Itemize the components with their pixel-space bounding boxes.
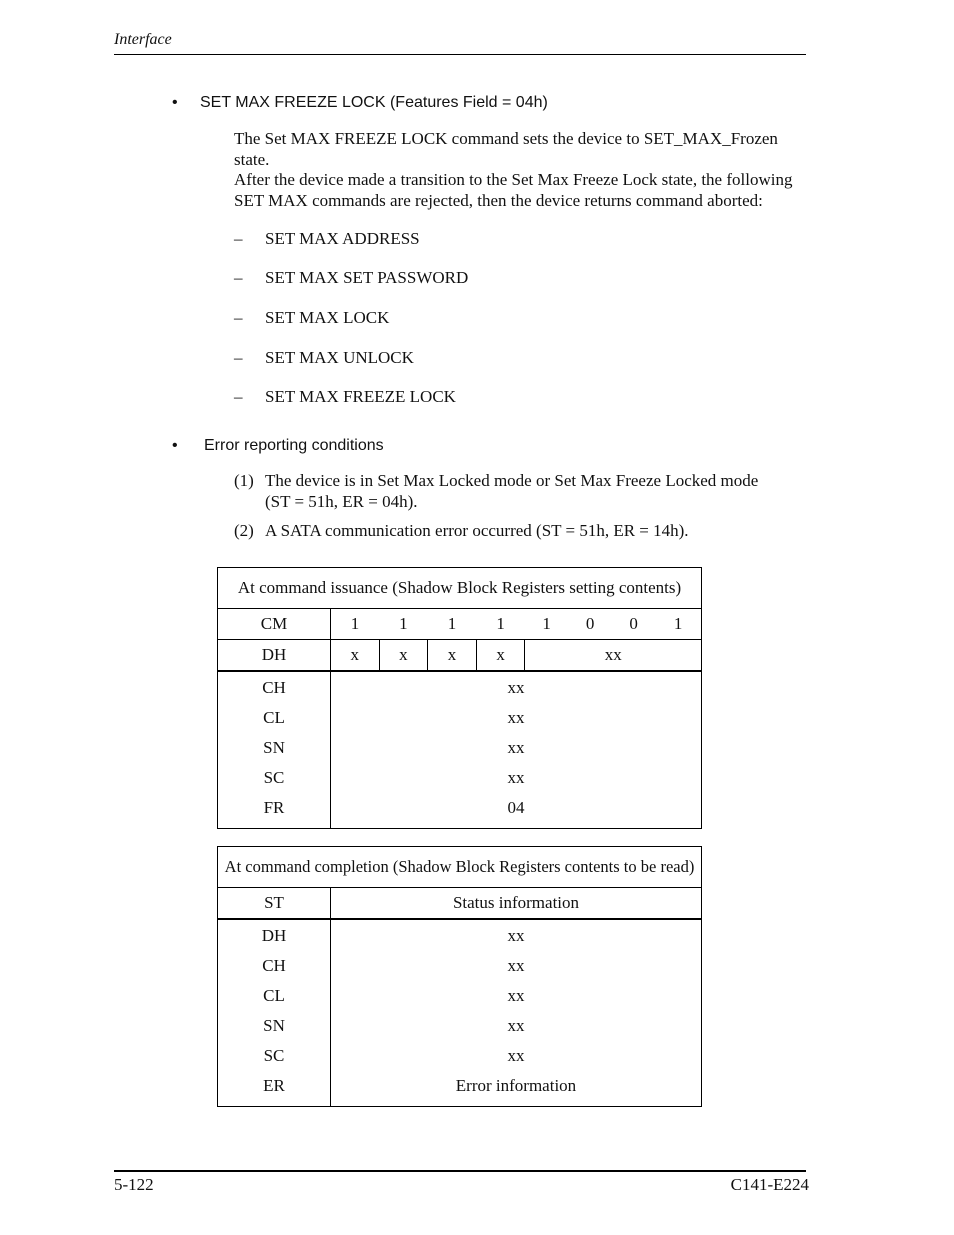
cm-bit: 1 <box>379 609 428 640</box>
heading-text: SET MAX FREEZE LOCK (Features Field = 04h) <box>200 94 548 111</box>
status-value: Status information <box>331 888 702 920</box>
dh-rest: xx <box>525 640 702 672</box>
table-caption: At command issuance (Shadow Block Registers setting contents) <box>218 568 702 609</box>
cm-bit: 1 <box>525 609 568 640</box>
dash-icon: – <box>234 308 243 327</box>
list-item: – SET MAX FREEZE LOCK <box>234 387 456 406</box>
page-number: 5-122 <box>114 1175 154 1194</box>
cm-bit: 0 <box>568 609 611 640</box>
list-item: – SET MAX UNLOCK <box>234 348 414 367</box>
dh-bit: x <box>476 640 525 672</box>
list-item: – SET MAX ADDRESS <box>234 229 420 248</box>
cm-bit: 1 <box>655 609 701 640</box>
table-caption: At command completion (Shadow Block Registers contents to be read) <box>218 847 702 888</box>
register-label-st: ST <box>218 888 331 920</box>
running-header: Interface <box>114 31 172 48</box>
section-heading-set-max-freeze-lock <box>172 94 548 112</box>
cm-bit: 0 <box>612 609 655 640</box>
bullet-icon: • <box>172 94 178 111</box>
bullet-icon: • <box>172 437 178 454</box>
footer-rule <box>114 1170 806 1172</box>
register-label-cm: CM <box>218 609 331 640</box>
cm-bit: 1 <box>476 609 525 640</box>
list-item: – SET MAX LOCK <box>234 308 390 327</box>
register-values: xx xx xx xx 04 <box>331 671 702 829</box>
description-paragraph: The Set MAX FREEZE LOCK command sets the device to SET_MAX_Frozen state. After the device made a transition to the Set Max Freeze Lock state, the following SET MAX commands are rejected, then the device returns command aborted: <box>234 129 793 210</box>
list-item: – SET MAX SET PASSWORD <box>234 268 469 287</box>
document-id: C141-E224 <box>730 1175 809 1194</box>
register-label-dh: DH <box>218 640 331 672</box>
command-issuance-table <box>217 567 702 829</box>
header-rule <box>114 54 806 55</box>
cm-bit: 1 <box>331 609 380 640</box>
heading-text: Error reporting conditions <box>204 437 384 454</box>
dash-icon: – <box>234 387 243 406</box>
dh-bit: x <box>331 640 380 672</box>
section-heading-error-reporting <box>172 437 384 455</box>
dash-icon: – <box>234 268 243 287</box>
command-completion-table <box>217 846 702 1107</box>
register-labels: CH CL SN SC FR <box>218 671 331 829</box>
register-values: xx xx xx xx xx Error information <box>331 919 702 1107</box>
dash-icon: – <box>234 229 243 248</box>
dash-icon: – <box>234 348 243 367</box>
error-condition-2: (2) A SATA communication error occurred (ST = 51h, ER = 14h). <box>234 521 689 540</box>
dh-bit: x <box>428 640 477 672</box>
dh-bit: x <box>379 640 428 672</box>
register-labels: DH CH CL SN SC ER <box>218 919 331 1107</box>
error-condition-1: (1) The device is in Set Max Locked mode or Set Max Freeze Locked mode (ST = 51h, ER = 04h). <box>234 471 759 511</box>
cm-bit: 1 <box>428 609 477 640</box>
